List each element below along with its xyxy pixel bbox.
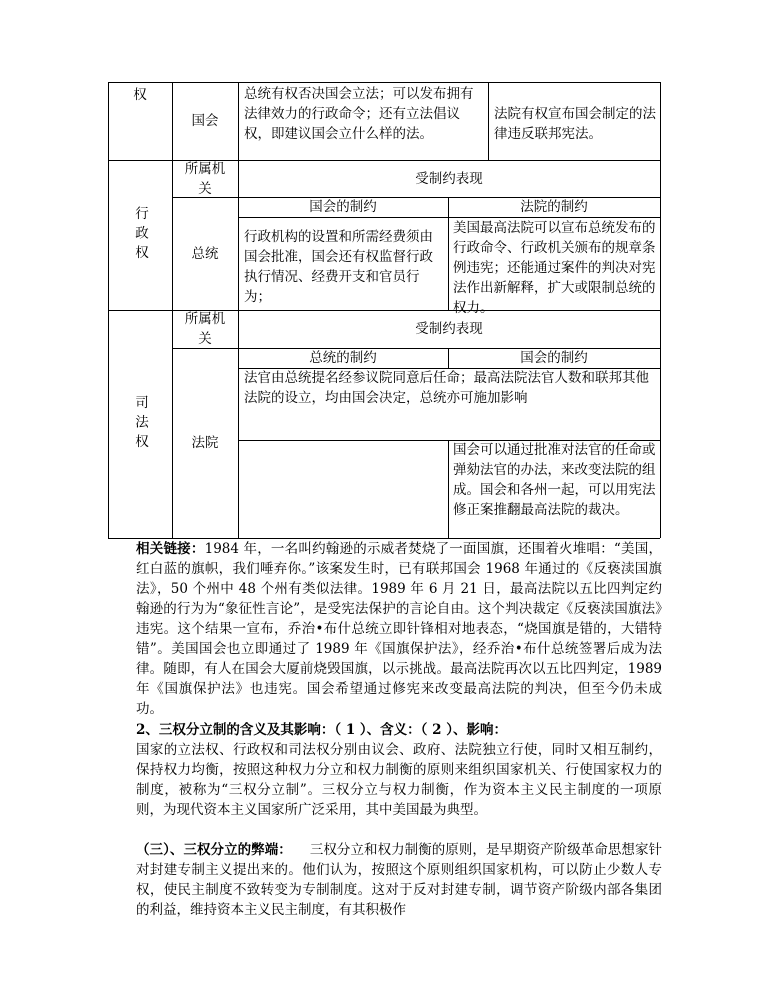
restrict-header-executive: 受制约表现 xyxy=(415,170,483,187)
col1-header-judicial: 总统的制约 xyxy=(309,350,377,366)
judicial-merged-text: 法官由总统提名经参议院同意后任命；最高法院法官人数和联邦其他法院的设立，均由国会决定，总统亦可施加影响 xyxy=(244,370,649,406)
section2 xyxy=(108,720,662,820)
power-executive-cell xyxy=(108,160,172,310)
organ-president: 总统 xyxy=(191,245,219,262)
organ-congress: 国会 xyxy=(191,113,219,129)
section2-heading: 2、三权分立制的含义及其影响：（ 1 ）、含义：（ 2 ）、影响： xyxy=(136,722,507,738)
organ-header-executive: 所属机关 xyxy=(184,160,226,197)
related-link-text: 1984 年，一名叫约翰逊的示威者焚烧了一面国旗，还围着火堆唱：“美国，红白蓝的旗帜，我们唾弃你。”该案发生时，已有联邦国会 1968 年通过的《反亵渎国旗法》，50 个州中 48 个州有类似法律。1989 年 6 月 21 日，最高法院以五比四判定约翰逊的行为为“象征性言论”，是受宪法保护的言论自由。这个判决裁定《反亵渎国旗法》违宪。这个结果一宣布，乔治•布什总统立即针锋相对地表态，“烧国旗是错的，大错特错”。美国国会也立即通过了 1989 年《国旗保护法》，经乔治•布什总统签署后成为法律。随即，有人在国会大厦前烧毁国旗，以示挑战。最高法院再次以五比四判定，1989 年《国旗保护法》也违宪。国会希望通过修宪来改变最高法院的判决，但至今仍未成功。 xyxy=(136,541,662,717)
col1-header-executive: 国会的制约 xyxy=(309,199,377,215)
related-link-paragraph xyxy=(108,539,662,719)
power-label-judicial: 司法权 xyxy=(132,394,148,454)
col2-header-judicial: 国会的制约 xyxy=(520,350,588,366)
restrict-header-judicial: 受制约表现 xyxy=(415,321,483,337)
congress-restriction-judicial: 国会可以通过批准对法官的任命或弹劾法官的办法，来改变法院的组成。国会和各州一起，可以用宪法修正案推翻最高法院的裁决。 xyxy=(453,442,656,518)
section3-heading: （三）、三权分立的弊端： xyxy=(136,842,292,858)
organ-court: 法院 xyxy=(191,435,219,451)
col2-header-executive: 法院的制约 xyxy=(520,199,588,215)
congress-restriction-executive: 行政机构的设置和所需经费须由国会批准，国会还有权监督行政执行情况、经费开支和官员行为； xyxy=(244,229,433,305)
power-label-legislative: 权 xyxy=(133,87,147,103)
section3 xyxy=(108,840,662,920)
col-sep-3a xyxy=(488,82,489,160)
court-restriction-text: 法院有权宣布国会制定的法律违反联邦宪法。 xyxy=(494,106,656,142)
table-border-right xyxy=(660,82,661,538)
organ-header-judicial: 所属机关 xyxy=(184,311,226,347)
court-restriction-executive: 美国最高法院可以宣布总统发布的行政命令、行政机关颁布的规章条例违宪；还能通过案件的判决对宪法作出新解释，扩大或限制总统的权力。 xyxy=(453,220,656,316)
power-judicial-cell xyxy=(108,310,172,538)
section2-text: 国家的立法权、行政权和司法权分别由议会、政府、法院独立行使，同时又相互制约，保持权力均衡，按照这种权力分立和权力制衡的原则来组织国家机关、行使国家权力的制度，被称为“三权分立制”。三权分立与权力制衡，作为资本主义民主制度的一项原则，为现代资本主义国家所广泛采用，其中美国最为典型。 xyxy=(136,742,662,818)
col-sep-3d xyxy=(448,440,449,538)
president-restriction-text: 总统有权否决国会立法；可以发布拥有法律效力的行政命令；还有立法倡议权，即建议国会立什么样的法。 xyxy=(244,86,474,142)
section3-text: 三权分立和权力制衡的原则，是早期资产阶级革命思想家针对封建专制主义提出来的。他们认为，按照这个原则组织国家机构，可以防止少数人专权，使民主制度不致转变为专制制度。这对于反对封建专制，调节资产阶级内部各集团的利益，维持资本主义民主制度，有其积极作 xyxy=(136,842,663,918)
power-label-executive: 行政权 xyxy=(132,205,148,265)
related-link-label: 相关链接： xyxy=(136,541,205,557)
